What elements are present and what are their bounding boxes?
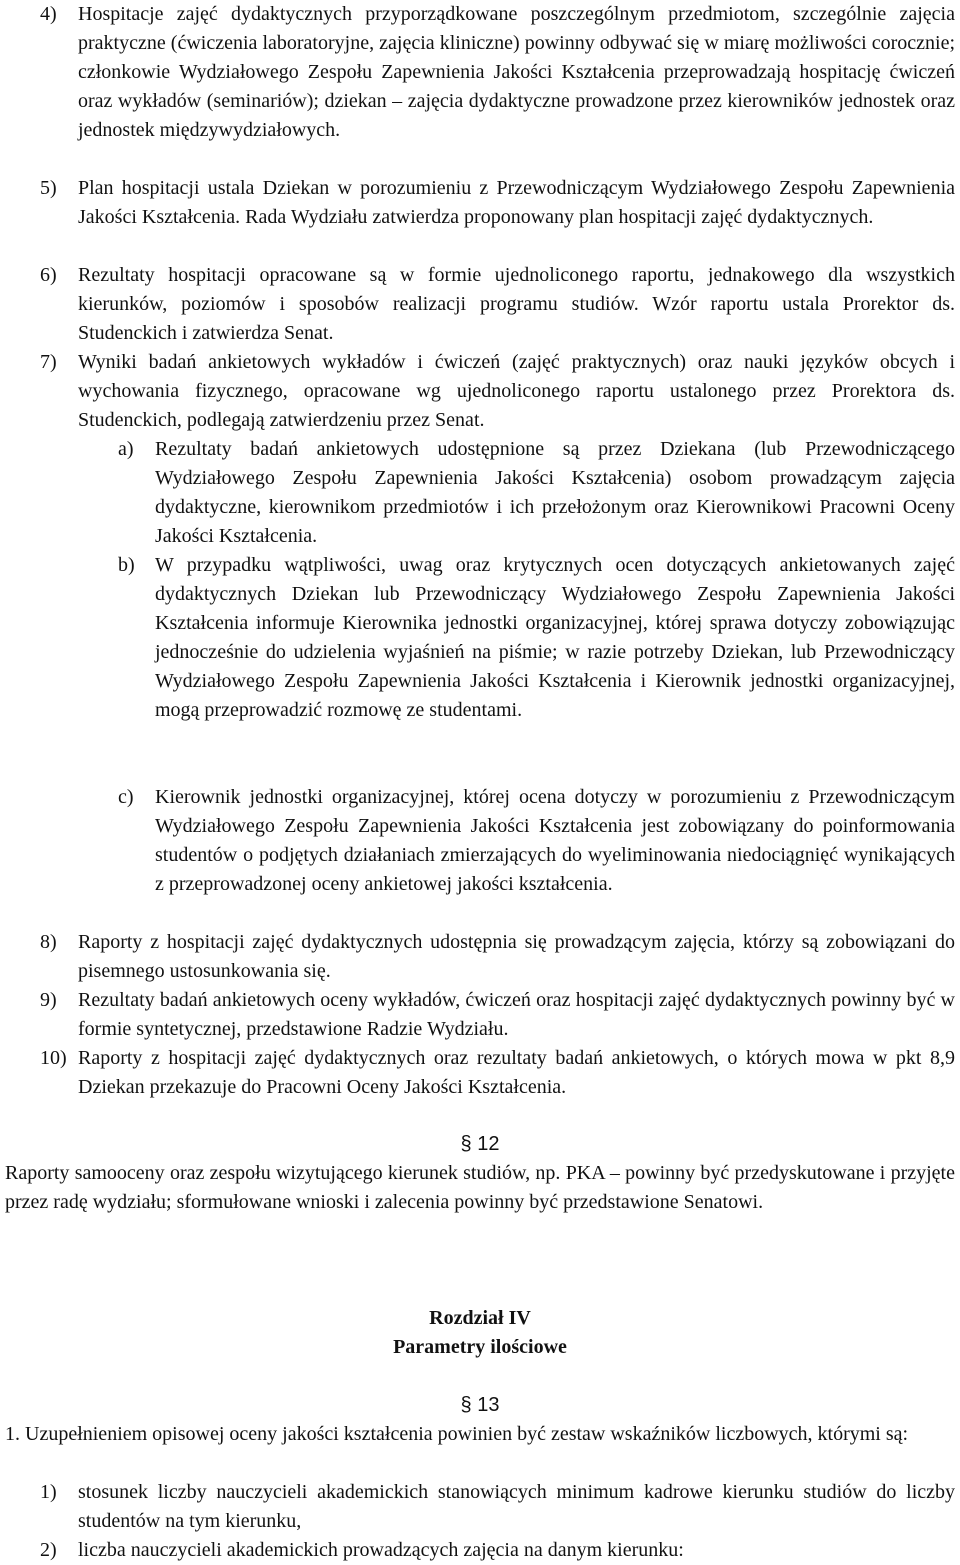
list-item xyxy=(40,348,955,435)
section-sign-13: § 13 xyxy=(460,1394,500,1416)
sub-list-item-text: Kierownik jednostki organizacyjnej, której ocena dotyczy w porozumieniu z Przewodniczącym Wydziałowego Zespołu Zapewnienia Jakości Kształcenia jest zobowiązany do poinformowania studentów o podjętych działaniach zmierzających do wyeliminowania niedociągnięć wynikających z przeprowadzonej oceny ankietowej jakości kształcenia. xyxy=(155,786,955,895)
section-sign-12: § 12 xyxy=(460,1133,500,1155)
list-item-text: Raporty z hospitacji zajęć dydaktycznych oraz rezultaty badań ankietowych, o których mowa w pkt 8,9 Dziekan przekazuje do Pracowni Oceny Jakości Kształcenia. xyxy=(78,1047,955,1098)
list-item-text: Rezultaty badań ankietowych oceny wykładów, ćwiczeń oraz hospitacji zajęć dydaktycznych powinny być w formie syntetycznej, przedstawione Radzie Wydziału. xyxy=(78,989,955,1040)
list-item xyxy=(40,1478,955,1536)
list-item xyxy=(40,261,955,348)
sub-list-item-letter: a) xyxy=(118,438,134,460)
list-item-text: Raporty z hospitacji zajęć dydaktycznych udostępnia się prowadzącym zajęcia, którzy są zobowiązani do pisemnego ustosunkowania się. xyxy=(78,931,955,982)
list-item xyxy=(40,1044,955,1102)
list-item-number: 1) xyxy=(40,1481,57,1503)
list-item-text: Hospitacje zajęć dydaktycznych przyporządkowane poszczególnym przedmiotom, szczególnie zajęcia praktyczne (ćwiczenia laboratoryjne, zajęcia kliniczne) powinny odbywać się w miarę możliwości corocznie; członkowie Wydziałowego Zespołu Zapewnienia Jakości Kształcenia przeprowadzają hospitację ćwiczeń oraz wykładów (seminariów); dziekan – zajęcia dydaktyczne prowadzone przez kierowników jednostek oraz jednostek międzywydziałowych. xyxy=(78,3,955,141)
list-item-text: Wyniki badań ankietowych wykładów i ćwiczeń (zajęć praktycznych) oraz nauki języków obcych i wychowania fizycznego, opracowane wg ujednoliconego raportu ustalonego przez Prorektora ds. Studenckich, podlegają zatwierdzeniu przez Senat. xyxy=(78,351,955,431)
chapter-subtitle: Parametry ilościowe xyxy=(393,1336,567,1358)
list-item-text: liczba nauczycieli akademickich prowadzących zajęcia na danym kierunku: xyxy=(78,1539,684,1561)
list-item-text: stosunek liczby nauczycieli akademickich stanowiących minimum kadrowe kierunku studiów do liczby studentów na tym kierunku, xyxy=(78,1481,955,1532)
list-item xyxy=(40,174,955,232)
sub-list-item-text: W przypadku wątpliwości, uwag oraz krytycznych ocen dotyczących ankietowanych zajęć dydaktycznych Dziekan lub Przewodniczący Wydziałowego Zespołu Zapewnienia Jakości Kształcenia informuje Kierownika jednostki organizacyjnej, której sprawa dotyczy zobowiązując jednocześnie do udzielenia wyjaśnień na piśmie; w razie potrzeby Dziekan, lub Przewodniczący Wydziałowego Zespołu Zapewnienia Jakości Kształcenia i Kierownik jednostki organizacyjnej, mogą przeprowadzić rozmowę ze studentami. xyxy=(155,554,955,721)
list-item-number: 9) xyxy=(40,989,57,1011)
paragraph-12-text: Raporty samooceny oraz zespołu wizytującego kierunek studiów, np. PKA – powinny być przedyskutowane i przyjęte przez radę wydziału; sformułowane wnioski i zalecenia powinny być przedstawione Senatowi. xyxy=(5,1162,955,1213)
list-item-number: 2) xyxy=(40,1539,57,1561)
sub-list-item xyxy=(118,435,955,551)
sub-list-item-letter: c) xyxy=(118,786,134,808)
sub-list-item xyxy=(118,783,955,899)
list-item-number: 5) xyxy=(40,177,57,199)
list-item xyxy=(40,986,955,1044)
list-item-text: Rezultaty hospitacji opracowane są w formie ujednoliconego raportu, jednakowego dla wszystkich kierunków, poziomów i sposobów realizacji programu studiów. Wzór raportu ustala Prorektor ds. Studenckich i zatwierdza Senat. xyxy=(78,264,955,344)
sub-list-item xyxy=(118,551,955,725)
paragraph-13-intro: 1. Uzupełnieniem opisowej oceny jakości kształcenia powinien być zestaw wskaźników liczbowych, którymi są: xyxy=(5,1423,909,1445)
chapter-title: Rozdział IV xyxy=(429,1307,531,1329)
list-item-number: 8) xyxy=(40,931,57,953)
list-item-number: 6) xyxy=(40,264,57,286)
list-item-number: 7) xyxy=(40,351,57,373)
list-item xyxy=(40,928,955,986)
list-item-text: Plan hospitacji ustala Dziekan w porozumieniu z Przewodniczącym Wydziałowego Zespołu Zapewnienia Jakości Kształcenia. Rada Wydziału zatwierdza proponowany plan hospitacji zajęć dydaktycznych. xyxy=(78,177,955,228)
sub-list-item-letter: b) xyxy=(118,554,135,576)
list-item xyxy=(40,0,955,145)
list-item-number: 10) xyxy=(40,1047,67,1069)
sub-list-item-text: Rezultaty badań ankietowych udostępnione są przez Dziekana (lub Przewodniczącego Wydziałowego Zespołu Zapewnienia Jakości Kształcenia) osobom prowadzącym zajęcia dydaktyczne, kierownikom przedmiotów i ich przełożonym oraz Kierownikowi Pracowni Oceny Jakości Kształcenia. xyxy=(155,438,955,547)
list-item-number: 4) xyxy=(40,3,57,25)
